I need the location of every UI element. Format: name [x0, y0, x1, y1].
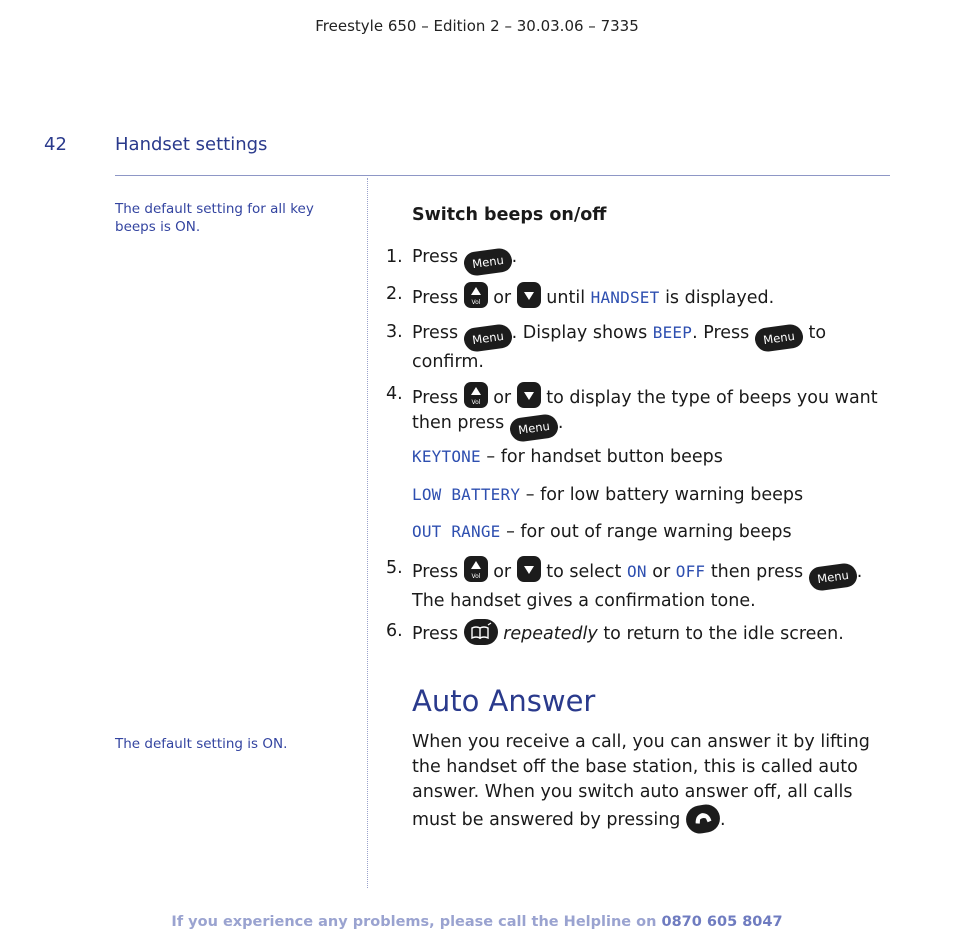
talk-button-icon	[684, 802, 722, 835]
svg-text:Vol: Vol	[471, 299, 481, 306]
beeps-heading: Switch beeps on/off	[412, 205, 607, 225]
footer-helpline: If you experience any problems, please call the Helpline on 0870 605 8047	[171, 914, 783, 930]
step-number: 4.	[386, 384, 403, 404]
step-number: 6.	[386, 621, 403, 641]
helpline-number: 0870 605 8047	[661, 914, 783, 930]
down-button-icon	[517, 382, 541, 408]
side-note-beeps: The default setting for all key beeps is ON.	[115, 201, 314, 235]
step-number: 3.	[386, 322, 403, 342]
step-text: Press	[412, 247, 459, 267]
down-button-icon	[517, 556, 541, 582]
document-info: Freestyle 650 – Edition 2 – 30.03.06 – 7335	[315, 17, 639, 35]
step-number: 1.	[386, 247, 403, 267]
menu-button-icon: Menu	[807, 562, 858, 592]
step-number: 5.	[386, 558, 403, 578]
auto-answer-body: When you receive a call, you can answer it by lifting the handset off the base station, this is called auto answer. When you switch auto answer off, all calls must be answered by pressing .	[412, 730, 892, 833]
down-button-icon	[517, 282, 541, 308]
column-divider	[367, 178, 368, 888]
svg-text:Vol: Vol	[471, 399, 481, 406]
menu-button-icon: Menu	[462, 247, 513, 277]
beep-option-keytone: KEYTONE – for handset button beeps	[412, 447, 723, 467]
header-rule	[115, 175, 890, 176]
menu-button-icon: Menu	[753, 323, 804, 353]
phonebook-button-icon	[464, 619, 498, 645]
page-number: 42	[44, 134, 67, 155]
vol-up-button-icon	[464, 382, 488, 408]
menu-button-icon: Menu	[462, 323, 513, 353]
vol-up-button-icon	[464, 282, 488, 308]
side-note-auto-answer: The default setting is ON.	[115, 736, 288, 752]
auto-answer-title: Auto Answer	[412, 684, 596, 718]
step-number: 2.	[386, 284, 403, 304]
menu-button-icon: Menu	[508, 413, 559, 443]
beep-option-out-range: OUT RANGE – for out of range warning beeps	[412, 522, 792, 542]
section-title: Handset settings	[115, 134, 268, 155]
beep-option-low-battery: LOW BATTERY – for low battery warning beeps	[412, 485, 804, 505]
display-text: BEEP	[652, 323, 693, 342]
svg-text:Vol: Vol	[471, 573, 481, 580]
vol-up-button-icon	[464, 556, 488, 582]
display-text: HANDSET	[590, 288, 660, 307]
